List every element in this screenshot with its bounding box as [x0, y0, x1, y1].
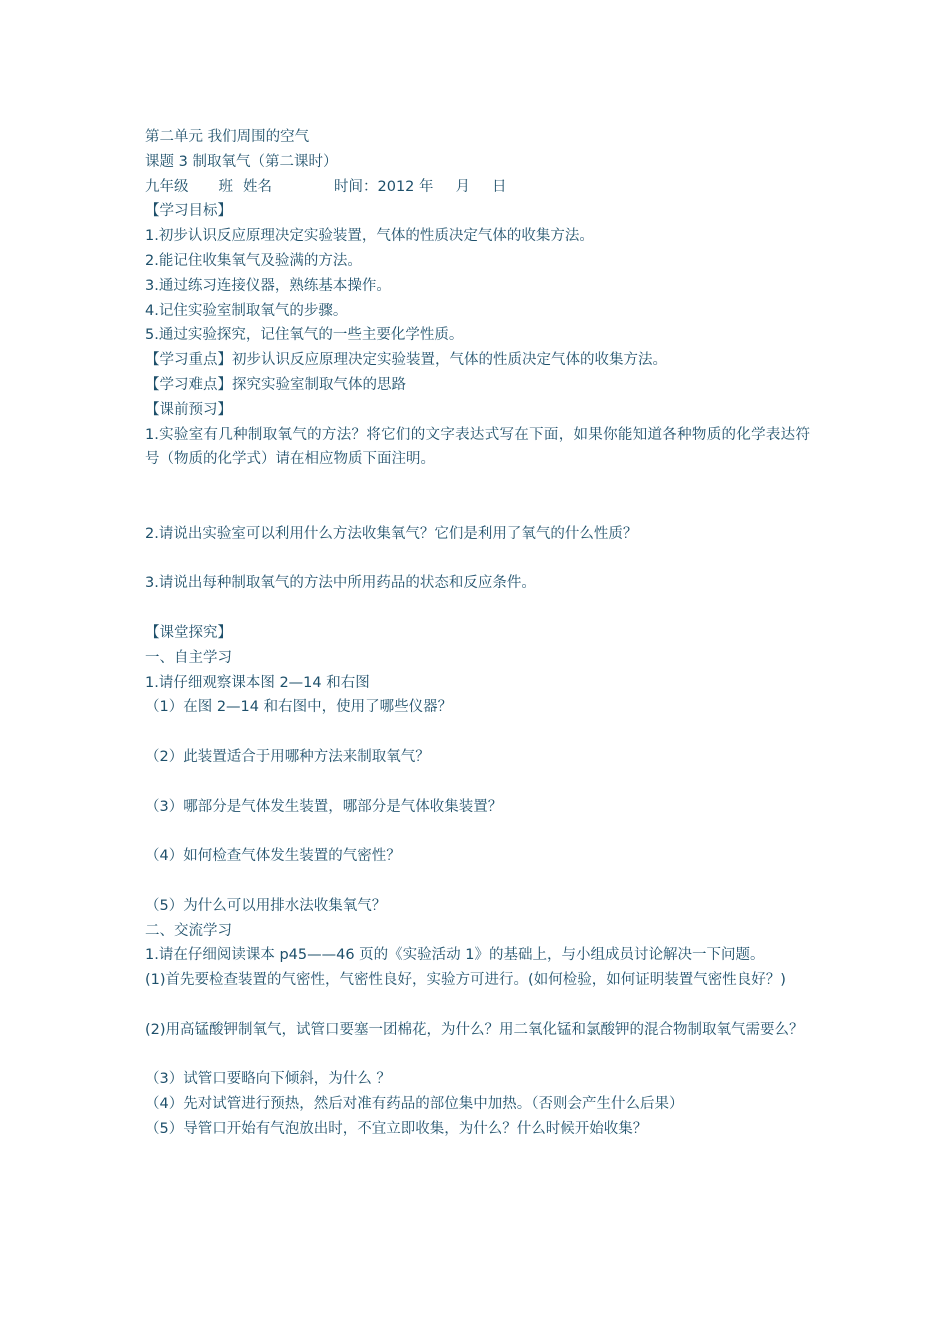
unit-title: 第二单元 我们周围的空气 — [145, 129, 310, 145]
exchange-intro: 1.请在仔细阅读课本 p45——46 页的《实验活动 1》的基础上，与小组成员讨论解决一下问题。 — [145, 947, 765, 964]
answer-space — [145, 720, 810, 745]
worksheet-page — [145, 125, 810, 1142]
goals-heading: 【学习目标】 — [145, 203, 232, 220]
answer-space — [145, 596, 810, 621]
class-label: 班 — [218, 178, 233, 195]
answer-space — [145, 869, 810, 894]
answer-space — [145, 472, 810, 522]
exchange-question-5: （5）导管口开始有气泡放出时，不宜立即收集，为什么？什么时候开始收集？ — [145, 1120, 648, 1137]
month-label: 月 — [455, 178, 471, 195]
self-study-title: 一、自主学习 — [145, 649, 232, 666]
key-point: 【学习重点】初步认识反应原理决定实验装置，气体的性质决定气体的收集方法。 — [145, 352, 667, 369]
goal-item: 2.能记住收集氧气及验满的方法。 — [145, 252, 362, 269]
preview-question-2: 2.请说出实验室可以利用什么方法收集氧气？它们是利用了氧气的什么性质？ — [145, 525, 638, 542]
self-study-question: （5）为什么可以用排水法收集氧气？ — [145, 897, 387, 914]
goal-item: 3.通过练习连接仪器，熟练基本操作。 — [145, 277, 391, 294]
self-study-question: （1）在图 2—14 和右图中，使用了哪些仪器？ — [145, 699, 453, 716]
exchange-question-4: （4）先对试管进行预热，然后对准有药品的部位集中加热。（否则会产生什么后果） — [145, 1096, 684, 1113]
self-study-question: （4）如何检查气体发生装置的气密性？ — [145, 848, 401, 865]
topic-title: 课题 3 制取氧气（第二课时） — [145, 153, 338, 170]
student-info-line — [145, 175, 810, 200]
preview-question-1: 1.实验室有几种制取氧气的方法？将它们的文字表达式写在下面，如果你能知道各种物质的化学表达符号（物质的化学式）请在相应物质下面注明。 — [145, 426, 810, 468]
day-label: 日 — [492, 178, 507, 195]
preview-heading: 【课前预习】 — [145, 401, 232, 418]
self-study-question: （3）哪部分是气体发生装置，哪部分是气体收集装置？ — [145, 798, 503, 815]
goal-item: 5.通过实验探究，记住氧气的一些主要化学性质。 — [145, 327, 464, 344]
preview-question-3: 3.请说出每种制取氧气的方法中所用药品的状态和反应条件。 — [145, 575, 536, 592]
exchange-question-1: (1)首先要检查装置的气密性，气密性良好，实验方可进行。(如何检验，如何证明装置气密性良好？) — [145, 972, 786, 989]
grade-label: 九年级 — [145, 178, 189, 195]
explore-heading: 【课堂探究】 — [145, 624, 232, 641]
answer-space — [145, 770, 810, 795]
self-study-question: （2）此装置适合于用哪种方法来制取氧气？ — [145, 748, 430, 765]
answer-space — [145, 1042, 810, 1067]
date-label: 时间：2012 年 — [334, 178, 434, 195]
goal-item: 1.初步认识反应原理决定实验装置，气体的性质决定气体的收集方法。 — [145, 228, 594, 245]
exchange-title: 二、交流学习 — [145, 922, 232, 939]
difficulty-point: 【学习难点】探究实验室制取气体的思路 — [145, 376, 406, 393]
exchange-question-2: (2)用高锰酸钾制氧气，试管口要塞一团棉花，为什么？用二氧化锰和氯酸钾的混合物制取氧气需要么？ — [145, 1021, 804, 1038]
self-study-intro: 1.请仔细观察课本图 2—14 和右图 — [145, 674, 370, 691]
goal-item: 4.记住实验室制取氧气的步骤。 — [145, 302, 348, 319]
answer-space — [145, 819, 810, 844]
answer-space — [145, 547, 810, 572]
exchange-question-3: （3）试管口要略向下倾斜，为什么 ？ — [145, 1071, 391, 1088]
name-label: 姓名 — [243, 178, 272, 195]
answer-space — [145, 993, 810, 1018]
